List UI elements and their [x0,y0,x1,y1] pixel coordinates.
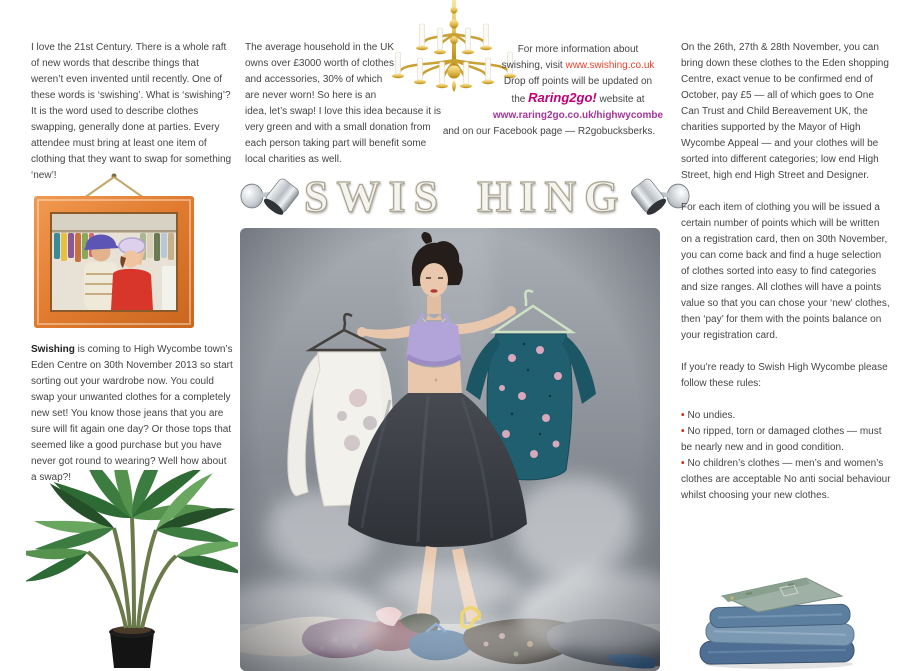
rules-intro: If you’re ready to Swish High Wycombe please follow these rules: [681,362,888,389]
info-line-1: For more information about [517,44,639,55]
info-line-4-text-a: the [511,94,529,105]
info-line-4-text-c: website at [596,94,645,105]
bullet-icon: • [681,458,685,469]
info-block [434,42,664,140]
right-column [681,40,891,504]
title-row [240,166,660,226]
rule-text: No undies. [687,410,736,421]
intro-paragraph: I love the 21st Century. There is a whole raft of new words that describe things that weren’t even invented until recently. One of these words is ‘swishing’. What is ‘swishing’? It is the word used to describe clothes swapping, generally done at parties. Every attendee must bring at least one item of clothing that they want to swap for something ‘new’! [31,42,232,181]
rule-item-condition [681,424,891,456]
framed-shop-photo [24,168,204,334]
swishing-coming-paragraph [31,342,233,486]
event-details-paragraph: On the 26th, 27th & 28th November, you can bring down these clothes to the Eden shopping Centre, exact venue to be confirmed end of October, pay £5 — all of which goes to One Can Trust and Child Bereavement UK, the charities supported by the Mayor of High Wycombe Appeal — and your clothes will be sorted into different categories; low end High Street, high end High Street and Designer. [681,42,889,181]
swishing-link[interactable]: www.swishing.co.uk [565,60,655,71]
uk-household-paragraph [245,40,445,168]
palm-plant-illustration [26,470,238,671]
raring2go-logo: Raring2go! [528,90,597,105]
palm-plant-image [26,470,238,671]
swishing-bold: Swishing [31,344,75,355]
rule-item-undies [681,408,891,424]
info-line-3: Drop off points will be updated on [503,76,653,87]
main-photo-illustration [240,228,660,671]
swishing-rest: is coming to High Wycombe town’s Eden Centre on 30th November 2013 so start sorting out your wardrobe now. You could swap your unwanted clothes for a completely new set! You know those jeans that you are sure will fit again one day? Or those tops that seemed like a good purchase but you have never got round to wearing? Well how about a swap?! [31,344,233,483]
jeans-stack-illustration [688,574,870,670]
framed-photo-illustration [24,168,204,334]
facebook-line: and on our Facebook page — R2gobucksberks. [442,126,656,137]
bullet-icon: • [681,426,685,437]
jeans-stack-image [688,574,870,670]
main-photo [240,228,660,671]
bullet-icon: • [681,410,685,421]
rule-text: No ripped, torn or damaged clothes — must be nearly new and in good condition. [681,426,882,453]
info-line-2-text: swishing, visit [501,60,566,71]
left-spotlight-icon [240,168,304,224]
points-system-paragraph: For each item of clothing you will be issued a certain number of points which will be written on a registration card, then on 30th November, you can come back and find a huge selection of clothes sorted into easy to find categories and size ranges. All clothes will have a points value so that you can chose your ‘new’ clothes, then ‘pay’ for them with the points balance on your registration card. [681,202,890,341]
raring2go-link[interactable]: www.raring2go.co.uk/highwycombe [492,110,664,121]
chandelier-text-wrap-spacer [434,42,492,114]
uk-household-text: The average household in the UK owns over £3000 worth of clothes and accessories, 30% of which are never worn! So here is an idea, let’s swap! I love this idea because it is very green and with a small donation from each person taking part will benefit some local charities as well. [245,42,442,165]
page-title: SWIS HING [304,171,627,221]
rule-item-adult-clothes [681,456,891,504]
rule-text: No children’s clothes — men’s and women’s clothes are acceptable No anti social behaviour whilst choosing your new clothes. [681,458,891,501]
